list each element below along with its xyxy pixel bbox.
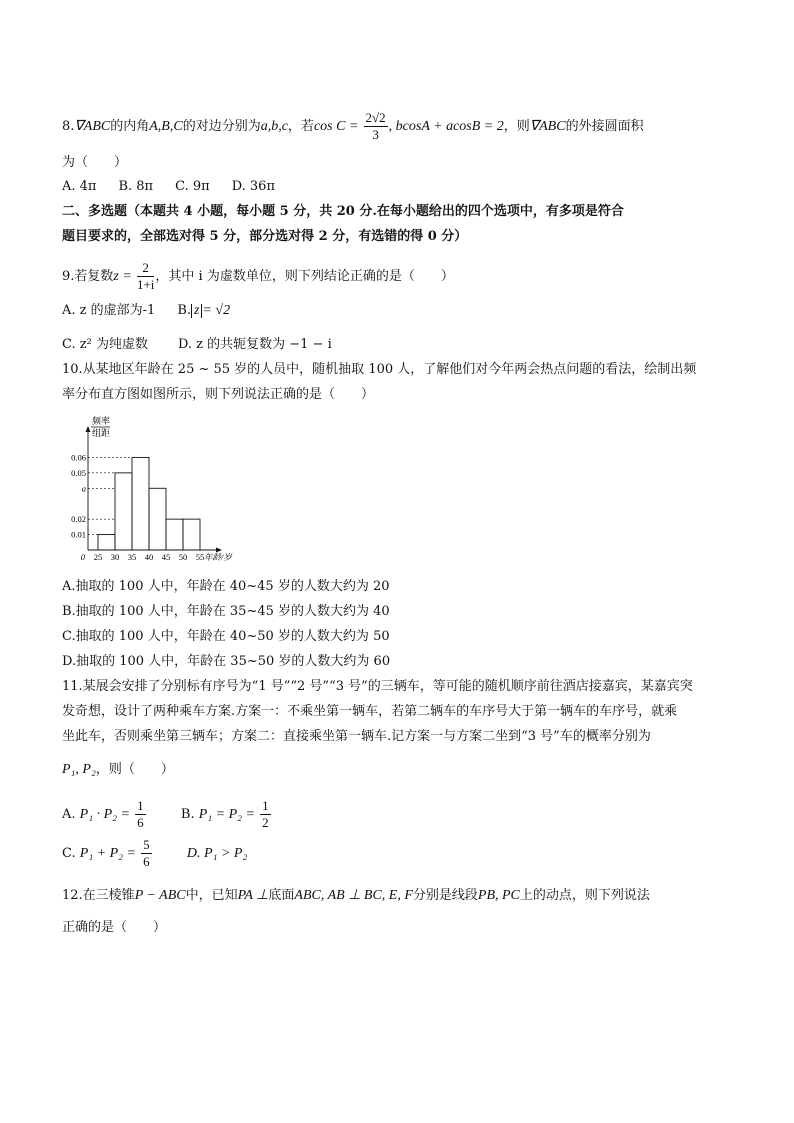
q10-option-b: B.抽取的 100 人中，年龄在 35~45 岁的人数大约为 40 [62,604,390,619]
histogram-x-label: 年龄/岁 [204,552,232,562]
q12-pa: PA ⊥ [237,888,269,903]
q8-number: 8. [62,119,75,134]
histogram-origin-label: 0 [80,552,85,562]
q11-option-a-den: 6 [137,815,144,830]
q11-line4-rest: ，则（ ） [95,762,174,777]
q11-option-a-fraction [135,798,146,831]
q9-option-b-label: B. [177,303,191,318]
histogram-x-tick-label: 30 [110,552,120,562]
q11-option-c-num: 5 [143,837,150,852]
q9-z: z = [113,269,132,284]
q8-option-c: C. 9π [175,179,210,194]
histogram-bar [183,519,200,550]
q9-prefix: 9.若复数 [62,269,114,284]
q8-text: 的对边分别为 [182,119,261,134]
q11-option-b-fraction [260,798,271,831]
q10-option-a: A.抽取的 100 人中，年龄在 40~45 岁的人数大约为 20 [62,579,390,594]
histogram-bar [166,519,183,550]
histogram-y-tick-label: 0.05 [71,467,86,478]
q12-segments: PB, PC [477,888,520,903]
q8-option-b: B. 8π [118,179,154,194]
histogram-chart [70,412,260,572]
q8-frac-num: 2√2 [365,110,386,125]
q12-text: 中，已知 [185,888,238,903]
histogram-bar [98,535,115,550]
q8-text: 的内角 [110,119,150,134]
q9-suffix: ，其中 i 为虚数单位，则下列结论正确的是（ ） [155,269,454,284]
q9-fraction [137,260,154,293]
q12-text: 底面 [268,888,295,903]
q12-text: 分别是线段 [412,888,478,903]
q11-option-c-den: 6 [143,854,150,869]
q11-options-cd [62,834,247,874]
histogram-x-tick-label: 50 [178,552,188,562]
q8-text: ，若 [287,119,314,134]
histogram-y-arrow [86,426,91,432]
q8-frac-den: 3 [372,127,379,142]
q9-line1 [62,260,454,293]
q8-option-a: A. 4π [62,179,97,194]
q8-cosc: cos C = [313,119,359,134]
q11-options-ab [62,795,272,835]
histogram-y-tick-label: 0.06 [71,452,86,463]
q11-vars: P₁, P₂ [62,762,96,777]
q8-options [62,178,297,196]
section2-heading-line1: 二、多选题（本题共 4 小题，每小题 5 分，共 20 分.在每小题给出的四个选项中，有多项是符合 [62,204,624,219]
q11-option-b-label: B. [180,807,195,822]
q12-pyramid: P − ABC [134,888,186,903]
q12-line1 [62,887,650,905]
q8-triangle2: ∇ABC [529,119,566,134]
histogram-x-tick-label: 45 [161,552,171,562]
q8-text: ，则 [503,119,530,134]
q8-line1 [62,110,644,143]
histogram-y-tick-label: a [81,483,86,494]
histogram-bar [149,488,166,550]
q9-option-b-abs: z [191,304,202,318]
q8-triangle: ∇ABC [74,119,111,134]
q11-option-c-fraction [141,837,152,870]
q9-option-b-rhs: = √2 [202,303,231,318]
q11-option-a-label: A. [62,807,76,822]
q11-option-b-lhs: P₁ = P₂ = [198,807,255,822]
section2-heading-line2: 题目要求的，全部选对得 5 分，部分选对得 2 分，有选错的得 0 分） [62,229,468,244]
histogram-y-tick-label: 0.02 [71,514,86,525]
q11-line4 [62,761,174,779]
histogram-bar [115,473,132,550]
q11-line1: 11.某展会安排了分别标有序号为“1 号”“2 号”“3 号”的三辆车，等可能的随机顺序前往酒店接嘉宾，某嘉宾突 [62,679,693,694]
q12-text: 上的动点，则下列说法 [519,888,650,903]
q9-option-d: D. z 的共轭复数为 −1 − i [177,337,332,352]
q8-sides: a,b,c [260,119,288,134]
q8-line2: 为（ ） [62,155,128,170]
q8-option-d: D. 36π [231,179,275,194]
histogram-x-tick-label: 40 [144,552,154,562]
q9-option-c: C. z² 为纯虚数 [62,337,148,352]
q11-option-c-lhs: P₁ + P₂ = [79,846,136,861]
q12-line2: 正确的是（ ） [62,920,167,935]
q11-option-d: D. P₁ > P₂ [186,846,248,861]
q11-option-b-den: 2 [262,815,269,830]
q9-options-cd [62,336,332,354]
histogram-bar [132,457,149,550]
q10-option-d: D.抽取的 100 人中，年龄在 35~50 岁的人数大约为 60 [62,654,391,669]
histogram-y-tick-label: 0.01 [71,529,86,540]
q8-condition: , bcosA + acosB = 2 [388,119,504,134]
q10-line1: 10.从某地区年龄在 25 ~ 55 岁的人员中，随机抽取 100 人，了解他们对今年两会热点问题的看法，绘制出频 [62,362,697,377]
q8-angles: A,B,C [149,119,183,134]
histogram-ylabel-top: 频率 [92,416,111,426]
q9-frac-num: 2 [137,260,154,277]
q8-text: 的外接圆面积 [565,119,644,134]
q12-prefix: 12.在三棱锥 [62,888,135,903]
q9-option-a: A. z 的虚部为-1 [62,303,156,318]
q11-option-c-label: C. [62,846,76,861]
q12-condition: ABC, AB ⊥ BC, E, F [294,888,413,903]
q11-option-b-num: 1 [262,798,269,813]
q11-line2: 发奇想，设计了两种乘车方案.方案一：不乘坐第一辆车，若第二辆车的车序号大于第一辆车的车序号，就乘 [62,704,678,719]
q10-line2: 率分布直方图如图所示，则下列说法正确的是（ ） [62,387,375,402]
histogram-ylabel-bottom: 组距 [92,428,111,438]
q9-frac-den: 1+i [136,277,155,292]
q11-option-a-lhs: P₁ · P₂ = [79,807,130,822]
histogram-x-tick-label: 35 [127,552,137,562]
q8-fraction [364,110,388,143]
q10-option-c: C.抽取的 100 人中，年龄在 40~50 岁的人数大约为 50 [62,629,390,644]
histogram-x-tick-label: 55 [195,552,205,562]
q11-option-a-num: 1 [137,798,144,813]
q11-line3: 坐此车，否则乘坐第三辆车；方案二：直接乘坐第一辆车.记方案一与方案二坐到“3 号”车的概率分别为 [62,729,651,744]
histogram-x-tick-label: 25 [93,552,103,562]
q9-options-ab [62,302,230,320]
